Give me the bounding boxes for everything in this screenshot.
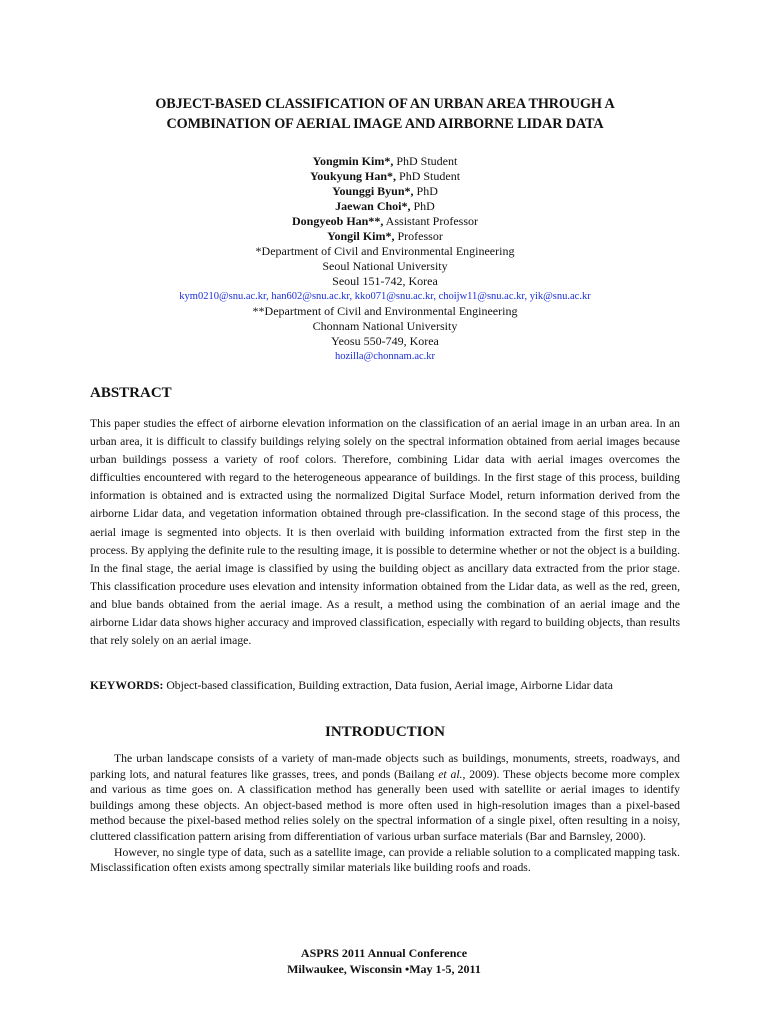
keywords-text: Object-based classification, Building extraction, Data fusion, Aerial image, Airborne Lidar data bbox=[163, 679, 613, 692]
author-name: Yongmin Kim*, bbox=[312, 154, 394, 168]
affiliation-dept: **Department of Civil and Environmental Engineering bbox=[252, 304, 518, 318]
email-link[interactable]: yik@snu.ac.kr bbox=[529, 291, 591, 302]
affiliation-1 bbox=[90, 244, 680, 304]
author-line bbox=[90, 214, 680, 229]
author-role: PhD bbox=[413, 184, 438, 198]
email-link[interactable]: han602@snu.ac.kr bbox=[271, 291, 350, 302]
email-link[interactable]: kko071@snu.ac.kr bbox=[354, 291, 434, 302]
introduction-heading: INTRODUCTION bbox=[324, 724, 445, 740]
author-role: Professor bbox=[394, 229, 443, 243]
affiliation-2 bbox=[90, 304, 680, 364]
intro-paragraph-1 bbox=[90, 751, 680, 845]
footer-location: Milwaukee, Wisconsin •May 1-5, 2011 bbox=[287, 961, 481, 976]
page-footer bbox=[0, 946, 768, 977]
intro-paragraph-2: However, no single type of data, such as a satellite image, can provide a reliable solution to a complicated mapping task. Misclassification often exists among spectrally similar materials like building roofs and roads. bbox=[90, 845, 680, 875]
affiliation-univ: Chonnam National University bbox=[312, 319, 458, 333]
email-link[interactable]: choijw11@snu.ac.kr bbox=[438, 291, 525, 302]
email-link[interactable]: hozilla@chonnam.ac.kr bbox=[334, 351, 436, 362]
author-line bbox=[90, 169, 680, 184]
title-line-2: COMBINATION OF AERIAL IMAGE AND AIRBORNE LIDAR DATA bbox=[166, 116, 604, 132]
introduction-body bbox=[90, 751, 680, 876]
affiliation-address: Seoul 151-742, Korea bbox=[332, 274, 438, 288]
abstract-heading: ABSTRACT bbox=[90, 385, 172, 401]
author-name: Dongyeob Han**, bbox=[291, 214, 384, 228]
title-line-1: OBJECT-BASED CLASSIFICATION OF AN URBAN AREA THROUGH A bbox=[155, 96, 615, 112]
abstract-text: This paper studies the effect of airborne elevation information on the classification of an aerial image in an urban area. In an urban area, it is difficult to classify buildings relying solely on the spectral information obtained from aerial images because urban buildings possess a variety of roof colors. Therefore, combining Lidar data with aerial images overcomes the difficulties encountered with regard to the heterogeneous appearance of buildings. In the first stage of this process, building information is obtained and is extracted using the normalized Digital Surface Model, return information derived from the airborne Lidar data, and vegetation information obtained through pre-classification. In the second stage of this process, the aerial image is segmented into objects. It is then overlaid with building information extracted from the first step in the process. By applying the definite rule to the resulting image, it is possible to determine whether or not the object is a building. In the final stage, the aerial image is classified by using the building object as ancillary data extracted from the prior stage. This classification procedure uses elevation and intensity information obtained from the Lidar data, as well as the red, green, and blue bands obtained from the aerial image. As a result, a method using the combination of an aerial image and the airborne Lidar data shows higher accuracy and improved classification, especially with regard to building objects, than results that rely solely on an aerial image. bbox=[90, 417, 680, 648]
footer-conference: ASPRS 2011 Annual Conference bbox=[300, 946, 468, 960]
author-line bbox=[90, 229, 680, 244]
author-role: PhD Student bbox=[393, 154, 458, 168]
keywords bbox=[90, 678, 680, 694]
author-role: Assistant Professor bbox=[383, 214, 479, 228]
author-role: PhD Student bbox=[396, 169, 461, 183]
author-line bbox=[90, 154, 680, 169]
paper-page bbox=[90, 94, 680, 875]
intro-text: 2009). These objects become more complex and various as time goes on. A classification method has generally been used with satellite or aerial images to identify buildings among these objects. An object-based method is more often used in high-resolution images than a pixel-based method because the pixel-based method relies solely on the spectral information of a single pixel, often resulting in a noisy, cluttered classification pattern arising from differentiation of various urban surface materials (Bar and Barnsley, 2000). bbox=[90, 767, 680, 843]
author-line bbox=[90, 184, 680, 199]
intro-text-italic: et al., bbox=[438, 767, 466, 781]
author-line bbox=[90, 199, 680, 214]
email-link[interactable]: kym0210@snu.ac.kr bbox=[179, 291, 267, 302]
affiliation-univ: Seoul National University bbox=[322, 259, 448, 273]
author-list bbox=[90, 154, 680, 244]
email-list: kym0210@snu.ac.kr, han602@snu.ac.kr, kko071@snu.ac.kr, choijw11@snu.ac.kr, yik@snu.ac.kr bbox=[179, 291, 591, 302]
author-name: Yongil Kim*, bbox=[327, 229, 395, 243]
affiliation-dept: *Department of Civil and Environmental Engineering bbox=[255, 244, 515, 258]
author-role: PhD bbox=[410, 199, 435, 213]
author-name: Younggi Byun*, bbox=[332, 184, 414, 198]
keywords-label: KEYWORDS: bbox=[90, 679, 164, 692]
affiliation-address: Yeosu 550-749, Korea bbox=[331, 334, 439, 348]
author-name: Youkyung Han*, bbox=[309, 169, 397, 183]
intro-text: The urban landscape consists of a variety of man-made objects such as buildings, monuments, streets, roadways, and parking lots, and natural features like grasses, trees, and ponds (Bailang bbox=[90, 752, 680, 781]
author-name: Jaewan Choi*, bbox=[335, 199, 411, 213]
paper-title bbox=[90, 94, 680, 134]
